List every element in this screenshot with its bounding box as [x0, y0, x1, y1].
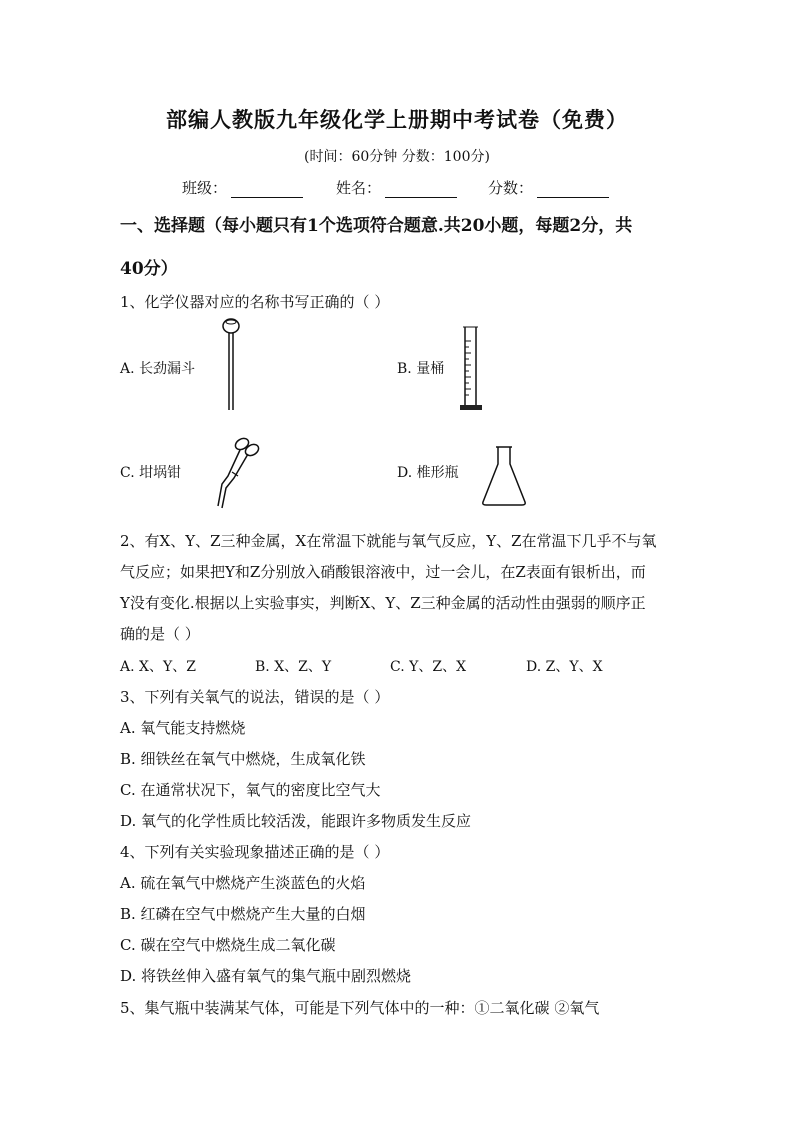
class-field [182, 177, 303, 198]
q1-option-b: B. 量桶 [397, 361, 445, 377]
question-2-line-1: 2、有X、Y、Z三种金属，X在常温下就能与氧气反应，Y、Z在常温下几乎不与氧 [120, 532, 657, 550]
long-neck-funnel-icon [218, 316, 248, 412]
name-label: 姓名： [336, 179, 382, 197]
conical-flask-icon [480, 444, 528, 508]
exam-subtitle: (时间：60分钟 分数：100分) [304, 149, 490, 165]
q4-option-d: D. 将铁丝伸入盛有氧气的集气瓶中剧烈燃烧 [120, 967, 412, 985]
question-3-stem: 3、下列有关氧气的说法，错误的是（ ） [120, 688, 390, 706]
name-blank [385, 183, 457, 198]
score-field [488, 177, 609, 198]
section-heading-cont: 40分） [120, 259, 178, 279]
question-5-stem: 5、集气瓶中装满某气体，可能是下列气体中的一种：①二氧化碳 ②氧气 [120, 999, 600, 1017]
q4-option-a: A. 硫在氧气中燃烧产生淡蓝色的火焰 [120, 874, 366, 892]
question-2-line-2: 气反应；如果把Y和Z分别放入硝酸银溶液中，过一会儿，在Z表面有银析出，而 [120, 563, 646, 581]
q2-option-b: B. X、Z、Y [255, 659, 332, 675]
q2-option-d: D. Z、Y、X [526, 659, 603, 675]
question-4-stem: 4、下列有关实验现象描述正确的是（ ） [120, 843, 390, 861]
question-2-line-3: Y没有变化.根据以上实验事实，判断X、Y、Z三种金属的活动性由强弱的顺序正 [120, 594, 646, 612]
q4-option-b: B. 红磷在空气中燃烧产生大量的白烟 [120, 905, 366, 923]
q2-option-a: A. X、Y、Z [120, 659, 196, 675]
score-blank [537, 183, 609, 198]
q3-option-a: A. 氧气能支持燃烧 [120, 719, 246, 737]
q3-option-b: B. 细铁丝在氧气中燃烧，生成氧化铁 [120, 750, 366, 768]
score-label: 分数： [488, 179, 534, 197]
crucible-tongs-icon [208, 432, 264, 512]
graduated-cylinder-icon [456, 325, 488, 413]
q1-option-a: A. 长劲漏斗 [120, 361, 196, 377]
page-title: 部编人教版九年级化学上册期中考试卷（免费） [166, 107, 628, 132]
q1-option-c: C. 坩埚钳 [120, 465, 182, 481]
q4-option-c: C. 碳在空气中燃烧生成二氧化碳 [120, 936, 336, 954]
q2-option-c: C. Y、Z、X [390, 659, 467, 675]
name-field [336, 177, 457, 198]
class-label: 班级： [182, 179, 228, 197]
question-1-stem: 1、化学仪器对应的名称书写正确的（ ） [120, 293, 390, 311]
q1-option-d: D. 椎形瓶 [397, 465, 459, 481]
class-blank [231, 183, 303, 198]
section-heading: 一、选择题（每小题只有1个选项符合题意.共20小题，每题2分，共 [120, 216, 633, 236]
q3-option-c: C. 在通常状况下，氧气的密度比空气大 [120, 781, 381, 799]
question-2-line-4: 确的是（ ） [120, 625, 200, 643]
q3-option-d: D. 氧气的化学性质比较活泼，能跟许多物质发生反应 [120, 812, 472, 830]
